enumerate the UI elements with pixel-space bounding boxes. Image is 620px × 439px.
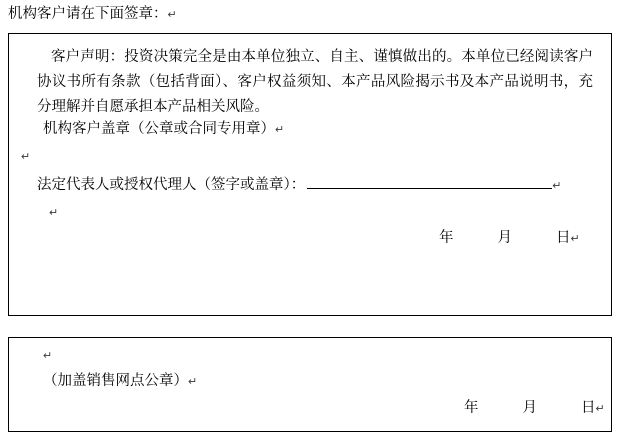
- date-month-label: 月: [497, 230, 512, 246]
- date-year-label: 年: [439, 230, 454, 246]
- date-day-label: 日: [581, 400, 596, 416]
- paragraph-mark-icon: ↵: [570, 233, 580, 245]
- paragraph-mark-icon: ↵: [275, 124, 285, 136]
- date-day-label: 日: [556, 230, 571, 246]
- legal-representative-line: [37, 174, 561, 197]
- paragraph-mark-icon: ↵: [43, 350, 53, 362]
- sales-seal-line: [43, 370, 197, 393]
- sales-outlet-seal-box: [8, 337, 612, 432]
- org-seal-label: 机构客户盖章（公章或合同专用章）: [43, 121, 275, 137]
- date-line-main: [439, 227, 580, 250]
- client-declaration-box: [8, 33, 612, 316]
- paragraph-mark-icon: ↵: [167, 9, 177, 21]
- signature-rule[interactable]: [307, 174, 552, 189]
- paragraph-mark-icon: ↵: [188, 376, 198, 388]
- date-month-label: 月: [522, 400, 537, 416]
- paragraph-mark-icon: ↵: [595, 403, 605, 415]
- org-seal-line: [43, 118, 284, 141]
- date-year-label: 年: [464, 400, 479, 416]
- paragraph-mark-icon: ↵: [49, 207, 59, 219]
- declaration-text: 客户声明：投资决策完全是由本单位独立、自主、谨慎做出的。本单位已经阅读客户协议书所有条款（包括背面）、客户权益须知、本产品风险揭示书及本产品说明书，充分理解并自愿承担本产品相关风险。: [37, 49, 593, 115]
- legal-representative-label: 法定代表人或授权代理人（签字或盖章）：: [37, 177, 306, 193]
- paragraph-mark-icon: ↵: [21, 151, 31, 163]
- sales-seal-label: （加盖销售网点公章）: [43, 373, 188, 389]
- paragraph-mark-icon: ↵: [552, 180, 562, 192]
- page-title: [8, 4, 177, 25]
- page-title-text: 机构客户请在下面签章：: [8, 6, 168, 22]
- date-line-seal: [464, 397, 605, 420]
